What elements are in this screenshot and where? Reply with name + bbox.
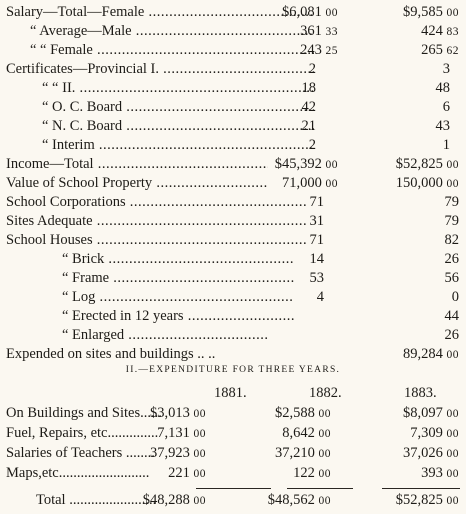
stat-value-col2: 43 — [435, 118, 450, 134]
stat-row — [0, 174, 466, 193]
total-value-1882: $48,562 00 — [267, 492, 331, 508]
stat-label: “ Brick ..... — [62, 250, 294, 269]
stat-label: “ Average—Male ..... — [30, 22, 314, 41]
stat-value-col1: 31 — [309, 213, 324, 229]
year-header-1881: 1881. — [214, 385, 247, 401]
stat-label: Income—Total ..... — [6, 155, 268, 174]
stat-label: School Houses ..... — [6, 231, 306, 250]
expenditure-value-1882: 37,210 00 — [275, 445, 331, 461]
stat-row — [0, 326, 466, 345]
expenditure-heading: II.—EXPENDITURE FOR THREE YEARS. — [125, 365, 341, 375]
stat-value-col1: $45,392 00 — [274, 156, 338, 172]
stat-value-col2: 265 62 — [421, 42, 459, 58]
stat-row — [0, 212, 466, 231]
expenditure-label: On Buildings and Sites...... — [6, 405, 162, 421]
expenditure-row — [0, 443, 466, 463]
stat-row — [0, 60, 466, 79]
stat-row — [0, 193, 466, 212]
stat-value-col1: 71 — [309, 232, 324, 248]
stat-value-col2: 26 — [444, 251, 459, 267]
expenditure-row — [0, 403, 466, 423]
stat-label: “ Frame ..... — [62, 269, 294, 288]
stat-value-col1: 21 — [301, 118, 316, 134]
expenditure-value-1881: 37,923 00 — [150, 445, 206, 461]
stat-label: “ N. C. Board ..... — [42, 117, 314, 136]
expenditure-row — [0, 423, 466, 443]
stat-value-col1: $6,081 00 — [282, 4, 338, 20]
expenditure-value-1881: $3,013 00 — [150, 405, 206, 421]
stat-value-col1: 71,000 00 — [282, 175, 338, 191]
expenditure-value-1881: 7,131 00 — [157, 425, 206, 441]
total-value-1881: $48,288 00 — [142, 492, 206, 508]
stat-value-col2: 89,284 00 — [403, 346, 459, 362]
stat-label: “ Log ..... — [62, 288, 294, 307]
expenditure-value-1882: $2,588 00 — [275, 405, 331, 421]
stat-row — [0, 41, 466, 60]
stat-value-col1: 361 33 — [300, 23, 338, 39]
expenditure-label: Fuel, Repairs, etc.............. — [6, 425, 159, 441]
stat-value-col2: 79 — [444, 213, 459, 229]
stat-label: “ O. C. Board ..... — [42, 98, 314, 117]
stat-row — [0, 117, 466, 136]
stat-value-col2: 6 — [442, 99, 450, 115]
stat-value-col1: 4 — [316, 289, 324, 305]
expenditure-row — [0, 463, 466, 483]
stat-row — [0, 269, 466, 288]
stat-value-col1: 42 — [301, 99, 316, 115]
stat-value-col2: 424 83 — [421, 23, 459, 39]
stat-value-col2: 150,000 00 — [395, 175, 459, 191]
stat-value-col2: $52,825 00 — [395, 156, 459, 172]
stat-value-col1: 2 — [308, 61, 316, 77]
expenditure-value-1883: $8,097 00 — [403, 405, 459, 421]
stat-row — [0, 3, 466, 22]
total-rule-1881 — [196, 488, 271, 489]
stat-value-col2: 48 — [435, 80, 450, 96]
stat-label: “ “ II. ..... — [42, 79, 314, 98]
stat-row — [0, 231, 466, 250]
stat-label: “ Erected in 12 years ..... — [62, 307, 294, 326]
stat-value-col1: 243 25 — [300, 42, 338, 58]
stat-value-col2: 56 — [444, 270, 459, 286]
expenditure-label: Salaries of Teachers ........ — [6, 445, 155, 461]
total-rule-1883 — [382, 488, 460, 489]
stat-row — [0, 345, 466, 364]
stat-label: “ Enlarged ..... — [62, 326, 268, 345]
stat-row — [0, 22, 466, 41]
stat-row — [0, 307, 466, 326]
expenditure-value-1883: 393 00 — [421, 465, 459, 481]
stat-value-col1: 18 — [301, 80, 316, 96]
stat-value-col2: 3 — [442, 61, 450, 77]
total-row — [0, 490, 466, 510]
total-label: Total ........................ — [36, 492, 157, 508]
year-header-1882: 1882. — [309, 385, 342, 401]
stat-value-col2: 0 — [451, 289, 459, 305]
stat-row — [0, 288, 466, 307]
total-rule-1882 — [287, 488, 353, 489]
stat-label: School Corporations ..... — [6, 193, 306, 212]
stat-label: Certificates—Provincial I. ..... — [6, 60, 314, 79]
stat-value-col2: 44 — [444, 308, 459, 324]
stat-value-col2: 26 — [444, 327, 459, 343]
expenditure-value-1882: 8,642 00 — [282, 425, 331, 441]
stat-label: Expended on sites and buildings .. .. — [6, 346, 216, 362]
stat-row — [0, 79, 466, 98]
stat-label: Salary—Total—Female ..... — [6, 3, 314, 22]
stat-value-col1: 2 — [308, 137, 316, 153]
stat-label: “ Interim ..... — [42, 136, 314, 155]
year-header-1883: 1883. — [404, 385, 437, 401]
expenditure-label: Maps,etc......................... — [6, 465, 150, 481]
stat-value-col2: 79 — [444, 194, 459, 210]
stat-label: Value of School Property ..... — [6, 174, 268, 193]
stat-row — [0, 250, 466, 269]
expenditure-value-1881: 221 00 — [168, 465, 206, 481]
stat-value-col1: 53 — [309, 270, 324, 286]
stat-row — [0, 98, 466, 117]
total-value-1883: $52,825 00 — [395, 492, 459, 508]
stat-value-col2: $9,585 00 — [403, 4, 459, 20]
stat-value-col2: 82 — [444, 232, 459, 248]
stat-value-col1: 71 — [309, 194, 324, 210]
stat-row — [0, 155, 466, 174]
expenditure-value-1882: 122 00 — [293, 465, 331, 481]
stat-label: Sites Adequate ..... — [6, 212, 306, 231]
expenditure-value-1883: 37,026 00 — [403, 445, 459, 461]
stat-row — [0, 136, 466, 155]
stat-label: “ “ Female ..... — [30, 41, 314, 60]
stat-value-col2: 1 — [442, 137, 450, 153]
stat-value-col1: 14 — [309, 251, 324, 267]
expenditure-value-1883: 7,309 00 — [410, 425, 459, 441]
